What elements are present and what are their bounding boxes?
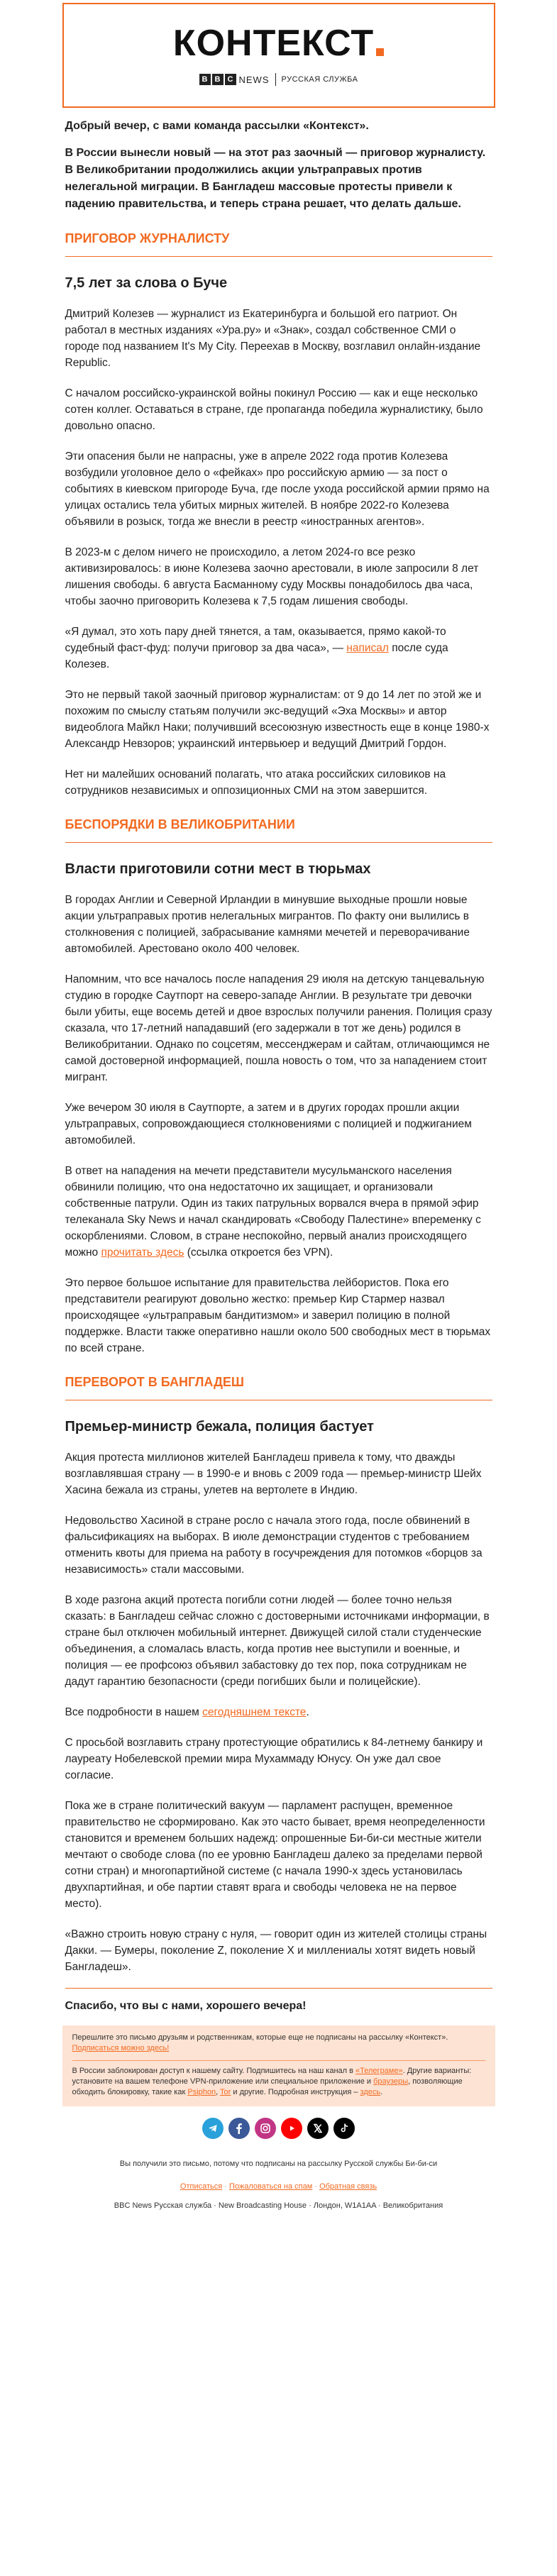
telegram-link[interactable]: «Телеграме» bbox=[355, 2067, 403, 2075]
browsers-link[interactable]: браузеры bbox=[373, 2077, 409, 2086]
paragraph bbox=[65, 624, 492, 673]
paragraph: Напомним, что все началось после нападения 29 июля на детскую танцевальную студию в городке Саутпорт на северо-западе Англии. В результате три девочки были убиты, еще восемь детей и двое взрослых получили ранения. Полиция сразу сказала, что 17-летний нападавший (его задержали в тот же день) родился в Великобритании. Однако по соцсетям, мессенджерам и сайтам, отличающимся не самой достоверной информацией, пошла новость о том, что за нападением стоит мигрант. bbox=[65, 973, 492, 1083]
newsletter-body bbox=[62, 118, 495, 2013]
instructions-link[interactable]: здесь bbox=[360, 2088, 381, 2096]
section-headline: Премьер-министр бежала, полиция бастует bbox=[65, 1419, 374, 1435]
paragraph: С началом российско-украинской войны покинул Россию — как и еще несколько сотен коллег. Оставаться в стране, где пропаганда победила журналистику, было довольно опасно. bbox=[65, 387, 483, 432]
section-headline: 7,5 лет за слова о Буче bbox=[65, 275, 228, 291]
section-label: ПРИГОВОР ЖУРНАЛИСТУ bbox=[65, 231, 230, 245]
link-separator: · bbox=[312, 2182, 320, 2191]
x-icon[interactable] bbox=[307, 2118, 329, 2139]
facebook-icon[interactable] bbox=[228, 2118, 250, 2139]
bbc-logo bbox=[199, 74, 236, 85]
paragraph: Дмитрий Колезев — журналист из Екатеринбурга и большой его патриот. Он работал в местных изданиях «Ура.ру» и «Знак», создал собственное СМИ о городе под названием It's My City. Переехав в Москву, возглавил онлайн-издание Republic. bbox=[65, 308, 481, 369]
paragraph: Пока же в стране политический вакуум — парламент распущен, временное правительство не сформировано. Как это часто бывает, время неопределенности становится и временем больших надежд: опрошенные Би-би-си местные жители мечтают о свободе слова (по ее уровню Бангладеш далеко за пределами первой сотни стран) и многопартийной системе (с начала 1990-х здесь установилась двухпартийная, и обе партии ставят врага и свободы человека не на первое место). bbox=[65, 1800, 485, 1910]
paragraph-text: Все подробности в нашем bbox=[65, 1706, 203, 1718]
paragraph: В ходе разгона акций протеста погибли сотни людей — более точно нельзя сказать: в Бангладеш сейчас сложно с достоверными источниками информации, в стране был отключен мобильный интернет. Движущей силой стали студенческие объединения, а сломалась власть, когда против нее выступили и военные, и полиция — ее профсоюз объявил забастовку до тех пор, пока сотрудникам не дадут гарантию безопасности (среди погибших были и полицейские). bbox=[65, 1594, 490, 1688]
section-label: ПЕРЕВОРОТ В БАНГЛАДЕШ bbox=[65, 1375, 244, 1389]
postal-address: BBC News Русская служба · New Broadcasting House · Лондон, W1A1AA · Великобритания bbox=[114, 2201, 443, 2210]
paragraph: Акция протеста миллионов жителей Бангладеш привела к тому, что дважды возглавлявшая страну — в 1990-е и вновь с 2009 года — премьер-министр Шейх Хасина бежала из страны, улетев на вертолете в Индию. bbox=[65, 1452, 482, 1496]
report-spam-link[interactable]: Пожаловаться на спам bbox=[228, 2182, 313, 2191]
footer-box-divider bbox=[72, 2060, 485, 2061]
paragraph-text: В ответ на нападения на мечети представители мусульманского населения обвинили полицию, что она недостаточно их защищает, и организовали собственные патрули. Один из таких патрульных ворвался вчера в прямой эфир телеканала Sky News и начал скандировать «Свободу Палестине» впеременку с оскорблениями. Словом, в стране неспокойно, первый анализ происходящего можно bbox=[65, 1165, 481, 1259]
link-separator: · bbox=[222, 2182, 229, 2191]
forward-note bbox=[72, 2033, 485, 2054]
social-links bbox=[62, 2118, 495, 2139]
bbc-letter: B bbox=[199, 74, 211, 85]
logo-text: КОНТЕКСТ bbox=[172, 23, 375, 64]
note-text: . bbox=[380, 2088, 383, 2096]
instagram-icon[interactable] bbox=[255, 2118, 276, 2139]
paragraph: Уже вечером 30 июля в Саутпорте, а затем и в других городах прошли акции ультраправых, сопровождающиеся столкновениями с полицией и поджиганием автомобилей. bbox=[65, 1102, 472, 1146]
paragraph: С просьбой возглавить страну протестующие обратились к 84-летнему банкиру и лауреату Нобелевской премии мира Мухаммаду Юнусу. Он уже дал свое согласие. bbox=[65, 1737, 483, 1781]
paragraph-text: (ссылка откроется без VPN). bbox=[184, 1246, 333, 1259]
paragraph: Недовольство Хасиной в стране росло с начала этого года, после обвинений в фальсификациях на выборах. В июле демонстрации студентов с требованием отменить квоты для приема на работу в госучреждения для потомков «борцов за независимость» стали массовыми. bbox=[65, 1515, 482, 1576]
unsubscribe-link[interactable]: Отписаться bbox=[180, 2182, 223, 2191]
youtube-icon[interactable] bbox=[281, 2118, 302, 2139]
subscribe-link[interactable]: Подписаться можно здесь! bbox=[72, 2044, 170, 2052]
paragraph: В городах Англии и Северной Ирландии в минувшие выходные прошли новые акции ультраправых против нелегальных мигрантов. По факту они вылились в столкновения с полицией, забрасывание камнями мечетей и переворачивание автомобилей. Арестовано около 400 человек. bbox=[65, 894, 470, 955]
note-text: , bbox=[216, 2088, 221, 2096]
bbc-letter: B bbox=[212, 74, 224, 85]
greeting: Добрый вечер, с вами команда рассылки «Контекст». bbox=[65, 120, 369, 132]
paragraph-text: после суда Колезев. bbox=[65, 642, 448, 670]
section-divider bbox=[65, 842, 492, 843]
paragraph: «Важно строить новую страну с нуля, — говорит один из жителей столицы страны Дакки. — Бумеры, поколение Z, поколение X и миллениалы хотят видеть новый Бангладеш». bbox=[65, 1928, 487, 1973]
psiphon-link[interactable]: Psiphon bbox=[187, 2088, 216, 2096]
paragraph: Это первое большое испытание для правительства лейбористов. Пока его представители реагируют довольно жестко: премьер Кир Стармер назвал происходящее «ультраправым бандитизмом» и заверил полицию в полной поддержке. Власти также оперативно нашли около 500 свободных мест в тюрьмах по всей стране. bbox=[65, 1277, 491, 1354]
paragraph bbox=[65, 1704, 492, 1720]
paragraph bbox=[65, 1163, 492, 1261]
tiktok-icon[interactable] bbox=[333, 2118, 355, 2139]
telegram-icon[interactable] bbox=[202, 2118, 224, 2139]
forward-text: Перешлите это письмо друзьям и родственникам, которые еще не подписаны на рассылку «Контекст». bbox=[72, 2033, 448, 2042]
russian-service-label: РУССКАЯ СЛУЖБА bbox=[281, 75, 358, 84]
masthead bbox=[62, 3, 495, 108]
paragraph: Это не первый такой заочный приговор журналистам: от 9 до 14 лет по этой же и похожим по смыслу статьям получили экс-ведущий «Эха Москвы» и автор видеоблога Майкл Наки; получивший всесоюзную известность еще в конце 1980-х Александр Невзоров; украинский интервьюер и ведущий Дмитрий Гордон. bbox=[65, 689, 490, 750]
paragraph: Эти опасения были не напрасны, уже в апреле 2022 года против Колезева возбудили уголовное дело о «фейках» про российскую армию — за пост о событиях в киевском пригороде Буча, где после ухода российской армии прямо на улицах остались тела убитых мирных жителей. В ноябре 2022-го Колезева объявили в розыск, тогда же внесли в реестр «иностранных агентов». bbox=[65, 450, 490, 528]
blocked-access-note bbox=[72, 2066, 485, 2098]
feedback-link[interactable]: Обратная связь bbox=[319, 2182, 377, 2191]
wrote-link[interactable]: написал bbox=[346, 642, 389, 654]
closing-thanks: Спасибо, что вы с нами, хорошего вечера! bbox=[65, 2000, 307, 2012]
read-here-link[interactable]: прочитать здесь bbox=[101, 1246, 184, 1259]
note-text: В России заблокирован доступ к нашему сайту. Подпишитесь на наш канал в bbox=[72, 2067, 356, 2075]
footer-info-box bbox=[62, 2025, 495, 2106]
note-text: и другие. Подробная инструкция – bbox=[231, 2088, 360, 2096]
bbc-news-label: NEWS bbox=[238, 74, 270, 85]
footer-links bbox=[62, 2182, 495, 2191]
paragraph: В 2023-м с делом ничего не происходило, а летом 2024-го все резко активизировалось: в июне Колезева заочно арестовали, в июле запросили 8 лет лишения свободы. 6 августа Басманному суду Москвы понадобилось два часа, чтобы заочно приговорить Колезева к 7,5 годам лишения свободы. bbox=[65, 546, 479, 607]
note-text: . Другие варианты: установите на вашем телефоне VPN-приложение или специальное приложение и bbox=[72, 2067, 472, 2086]
today-text-link[interactable]: сегодняшнем тексте bbox=[202, 1706, 307, 1718]
section-headline: Власти приготовили сотни мест в тюрьмах bbox=[65, 861, 371, 877]
end-divider bbox=[65, 1988, 492, 1989]
bbc-letter: C bbox=[225, 74, 236, 85]
tor-link[interactable]: Tor bbox=[220, 2088, 231, 2096]
brand-divider bbox=[275, 73, 276, 86]
paragraph: Нет ни малейших оснований полагать, что атака российских силовиков на сотрудников независимых и оппозиционных СМИ на этом завершится. bbox=[65, 768, 446, 797]
paragraph-text: «Я думал, это хоть пару дней тянется, а там, оказывается, прямо какой-то судебный фаст-фуд: получи приговор за два часа», — bbox=[65, 626, 446, 654]
section-divider bbox=[65, 256, 492, 257]
paragraph-text: . bbox=[306, 1706, 309, 1718]
subscription-note: Вы получили это письмо, потому что подписаны на рассылку Русской службы Би-би-си bbox=[119, 2160, 438, 2168]
bbc-brand-line bbox=[199, 73, 358, 86]
note-text: , позволяющие обходить блокировку, такие как bbox=[72, 2077, 463, 2096]
lead-summary: В России вынесли новый — на этот раз заочный — приговор журналисту. В Великобритании продолжились акции ультраправых против нелегальной миграции. В Бангладеш массовые протесты привели к падению правительства, и теперь страна решает, что делать дальше. bbox=[65, 147, 486, 210]
kontekst-logo bbox=[173, 25, 384, 62]
logo-dot-icon bbox=[376, 48, 384, 56]
section-label: БЕСПОРЯДКИ В ВЕЛИКОБРИТАНИИ bbox=[65, 817, 295, 831]
